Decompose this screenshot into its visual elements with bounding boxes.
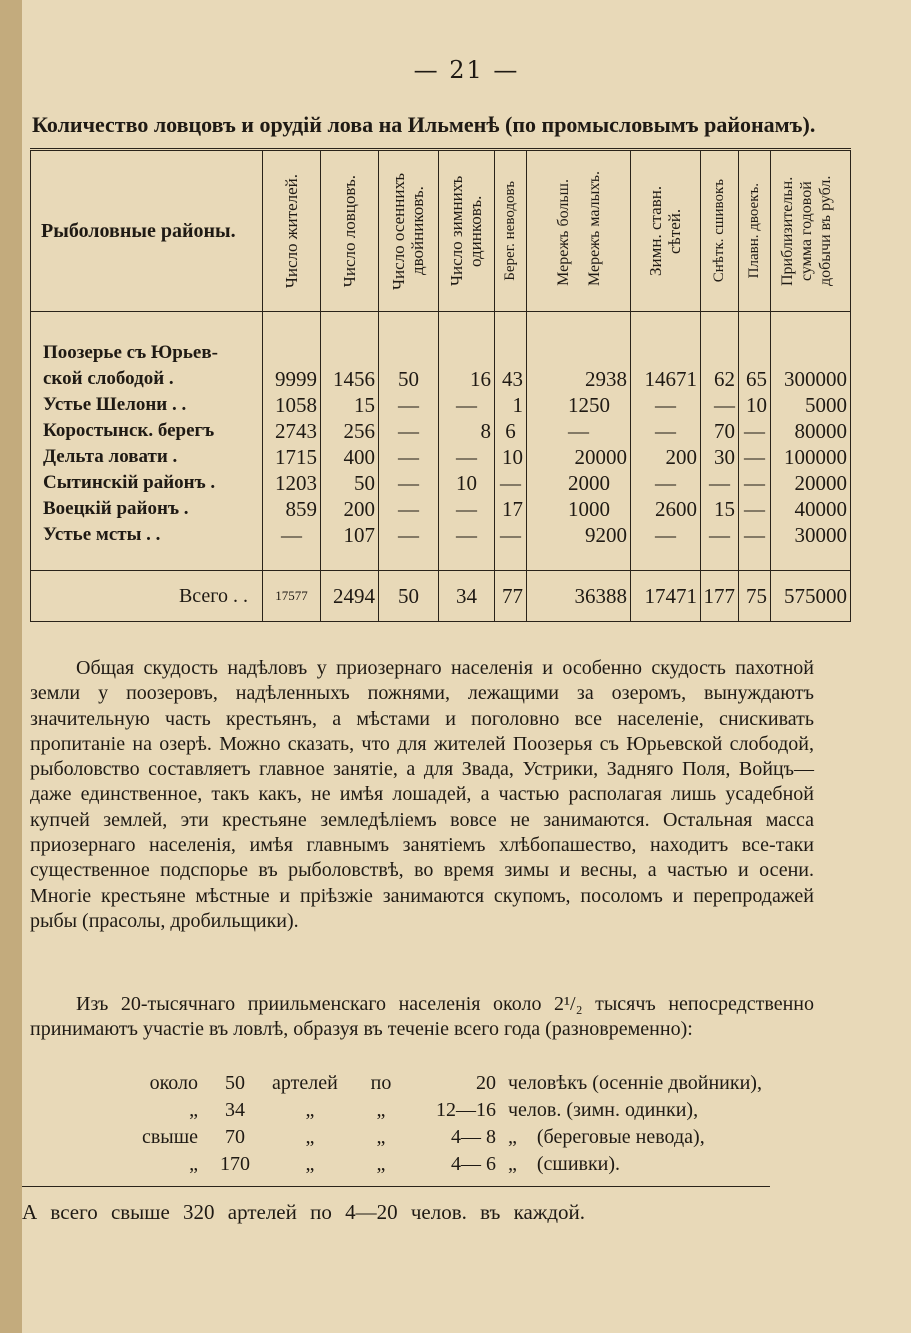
cell: 15 [321, 392, 379, 418]
cell: 8 [439, 418, 495, 444]
artel-count: 34 [225, 1099, 245, 1121]
table-row [31, 392, 851, 418]
cell: 2000 [527, 470, 631, 496]
cell: 17471 [631, 571, 701, 622]
region-cell [31, 312, 263, 367]
col-header-label: Число зимнихъ одинковъ. [446, 175, 485, 287]
col-header-fishermen [321, 150, 379, 312]
cell: 300000 [771, 366, 851, 392]
cell: 50 [379, 366, 439, 392]
cell: 77 [495, 571, 527, 622]
col-header-label: Приблизительн. сумма годовой добычи въ рубл. [778, 175, 834, 287]
cell: 50 [321, 470, 379, 496]
artel-word: артелей [272, 1072, 338, 1094]
table-spacer-row [31, 548, 851, 571]
artel-po: „ [376, 1126, 386, 1148]
cell: 200 [321, 496, 379, 522]
col-header-annual-catch [771, 150, 851, 312]
artel-prefix: „ [189, 1099, 198, 1121]
artel-po: по [370, 1072, 392, 1094]
cell: — [701, 392, 739, 418]
summary-line: А всего свыше 320 артелей по 4—20 челов. въ каждой. [22, 1200, 586, 1224]
cell: 10 [495, 444, 527, 470]
cell: — [439, 496, 495, 522]
col-header-winter-singles [439, 150, 495, 312]
artel-word: „ [305, 1099, 315, 1121]
artel-persons: 4— 8 [451, 1126, 496, 1148]
cell: 75 [739, 571, 771, 622]
col-header-residents [263, 150, 321, 312]
list-item [122, 1151, 768, 1178]
region-cell: ской слободой . [31, 366, 263, 392]
cell: 50 [379, 571, 439, 622]
cell: — [701, 522, 739, 548]
col-header-winter-nets [631, 150, 701, 312]
cell: 80000 [771, 418, 851, 444]
col-header-label: Число ловцовъ. [340, 174, 359, 288]
cell: — [631, 392, 701, 418]
fishing-table [30, 148, 851, 622]
region-column-header: Рыболовные районы. [31, 150, 263, 312]
cell: — [379, 470, 439, 496]
cell: 575000 [771, 571, 851, 622]
table-header-row [31, 150, 851, 312]
table-row [31, 496, 851, 522]
col-header-label: Плавн. двоекъ. [746, 183, 762, 279]
table-row [31, 522, 851, 548]
list-item [122, 1070, 768, 1097]
cell: — [701, 470, 739, 496]
cell: — [439, 444, 495, 470]
col-header-label: Зимн. ставн. сѣтей. [645, 185, 684, 277]
cell: — [379, 392, 439, 418]
page-number: — 21 — [413, 56, 520, 84]
col-header-nets [527, 150, 631, 312]
cell: — [739, 470, 771, 496]
cell: 1715 [263, 444, 321, 470]
artel-word: „ [305, 1126, 315, 1148]
cell: — [739, 496, 771, 522]
artel-persons: 12—16 [436, 1099, 496, 1121]
artel-persons: 4— 6 [451, 1153, 496, 1175]
artel-po: „ [376, 1153, 386, 1175]
table-row [31, 312, 851, 367]
cell: 1000 [527, 496, 631, 522]
paragraph-main [30, 656, 814, 934]
cell: 100000 [771, 444, 851, 470]
artel-tail: „ (сшивки). [508, 1153, 621, 1175]
col-header-label: Число жителей. [282, 173, 301, 289]
artel-po: „ [376, 1099, 386, 1121]
cell: 30000 [771, 522, 851, 548]
col-header-label: Снѣтк. сшивокъ [711, 179, 727, 283]
cell: 400 [321, 444, 379, 470]
region-cell: Коростынск. берегъ [31, 418, 263, 444]
col-header-shore-seines [495, 150, 527, 312]
artel-count: 170 [220, 1153, 250, 1175]
cell: 14671 [631, 366, 701, 392]
cell: 70 [701, 418, 739, 444]
cell: 65 [739, 366, 771, 392]
artel-word: „ [305, 1153, 315, 1175]
cell: 256 [321, 418, 379, 444]
table-row [31, 444, 851, 470]
cell: 17577 [263, 571, 321, 622]
table-title: Количество ловцовъ и орудій лова на Ильменѣ (по промысловымъ районамъ). [32, 112, 816, 137]
table-row [31, 366, 851, 392]
list-item [122, 1097, 768, 1124]
artel-list [122, 1070, 768, 1178]
cell: 5000 [771, 392, 851, 418]
col-header-label: Мережъ малыхъ. [585, 171, 603, 286]
cell: — [739, 444, 771, 470]
cell: — [739, 418, 771, 444]
paragraph-artels [30, 992, 814, 1043]
cell: — [379, 444, 439, 470]
col-header-floating-doubles [739, 150, 771, 312]
artel-tail: „ (береговые невода), [508, 1126, 705, 1148]
col-header-autumn-doubles [379, 150, 439, 312]
artel-prefix: „ [189, 1153, 198, 1175]
cell: — [379, 522, 439, 548]
cell: 20000 [527, 444, 631, 470]
divider-rule [22, 1186, 770, 1187]
cell: 2600 [631, 496, 701, 522]
artel-tail: челов. (зимн. одинки), [508, 1099, 699, 1121]
cell: — [631, 418, 701, 444]
cell: 40000 [771, 496, 851, 522]
cell: — [379, 496, 439, 522]
artel-tail: человѣкъ (осенніе двойники), [508, 1072, 762, 1094]
col-header-label: Мережъ больш. [554, 179, 572, 286]
cell: 1 [495, 392, 527, 418]
artel-count: 70 [225, 1126, 245, 1148]
col-header-label: Берег. неводовъ [502, 181, 518, 281]
cell: — [263, 522, 321, 548]
cell: 9999 [263, 366, 321, 392]
region-cell: Воецкій районъ . [31, 496, 263, 522]
cell: — [739, 522, 771, 548]
region-cell: Устье Шелони . . [31, 392, 263, 418]
cell: 9200 [527, 522, 631, 548]
cell: 16 [439, 366, 495, 392]
col-header-smelt-nets [701, 150, 739, 312]
cell: 177 [701, 571, 739, 622]
cell: — [379, 418, 439, 444]
cell: 43 [495, 366, 527, 392]
cell: — [495, 470, 527, 496]
cell: 2494 [321, 571, 379, 622]
cell: 1058 [263, 392, 321, 418]
cell: 36388 [527, 571, 631, 622]
region-line: Поозерье съ Юрьев- [43, 342, 218, 363]
col-header-label: Число осеннихъ двойниковъ. [388, 172, 427, 290]
paragraph-text: Общая скудость надѣловъ у приозернаго населенія и особенно скудость пахотной земли у поозеровъ, надѣленныхъ пожнями, лежащими за озеромъ, вынуждаютъ значительную часть крестьянъ, а мѣстами и поголовно все населеніе, снискивать пропитаніе на озерѣ. Можно сказать, что для жителей Поозерья съ Юрьевской слободой, рыболовство составляетъ главное занятіе, а для Звада, Устрики, Задняго Поля, Войцъ—даже единственное, такъ какъ, не имѣя лошадей, а частью располагая лишь усадебной купчей землей, эти крестьяне земледѣліемъ вовсе не занимаются. Остальная масса приозернаго населенія, имѣя главнымъ занятіемъ хлѣбопашество, находитъ все-таки существенное подспорье въ рыболовствѣ, во время зимы и весны, а частью и осени. Многіе крестьяне мѣстные и пріѣзжіе занимаются скупомъ, посоломъ и перепродажей рыбы (прасолы, дробильщики). [30, 657, 814, 932]
cell: — [495, 522, 527, 548]
cell: 107 [321, 522, 379, 548]
cell: — [631, 470, 701, 496]
table-row [31, 470, 851, 496]
cell: 30 [701, 444, 739, 470]
artel-persons: 20 [476, 1072, 496, 1094]
cell: 1250 [527, 392, 631, 418]
cell: 10 [439, 470, 495, 496]
cell: — [439, 392, 495, 418]
cell: 200 [631, 444, 701, 470]
cell: 62 [701, 366, 739, 392]
cell: 2743 [263, 418, 321, 444]
cell: 10 [739, 392, 771, 418]
region-cell: Дельта ловати . [31, 444, 263, 470]
cell: 2938 [527, 366, 631, 392]
cell: 1456 [321, 366, 379, 392]
paragraph-text: Изъ 20-тысячнаго приильменскаго населенія около 2¹/₂ тысячъ непосредственно принимаютъ участіе въ ловлѣ, образуя въ теченіе всего года (разновременно): [30, 993, 814, 1041]
table-row [31, 418, 851, 444]
region-cell: Устье мсты . . [31, 522, 263, 548]
cell: 17 [495, 496, 527, 522]
cell: — [631, 522, 701, 548]
cell: 15 [701, 496, 739, 522]
total-label: Всего . . [31, 571, 263, 622]
cell: 20000 [771, 470, 851, 496]
artel-prefix: около [149, 1072, 198, 1094]
cell: 34 [439, 571, 495, 622]
table-total-row [31, 571, 851, 622]
region-cell: Сытинскій районъ . [31, 470, 263, 496]
cell: — [439, 522, 495, 548]
cell: 6 [495, 418, 527, 444]
artel-count: 50 [225, 1072, 245, 1094]
cell: — [527, 418, 631, 444]
cell: 1203 [263, 470, 321, 496]
list-item [122, 1124, 768, 1151]
artel-prefix: свыше [141, 1126, 198, 1148]
cell: 859 [263, 496, 321, 522]
